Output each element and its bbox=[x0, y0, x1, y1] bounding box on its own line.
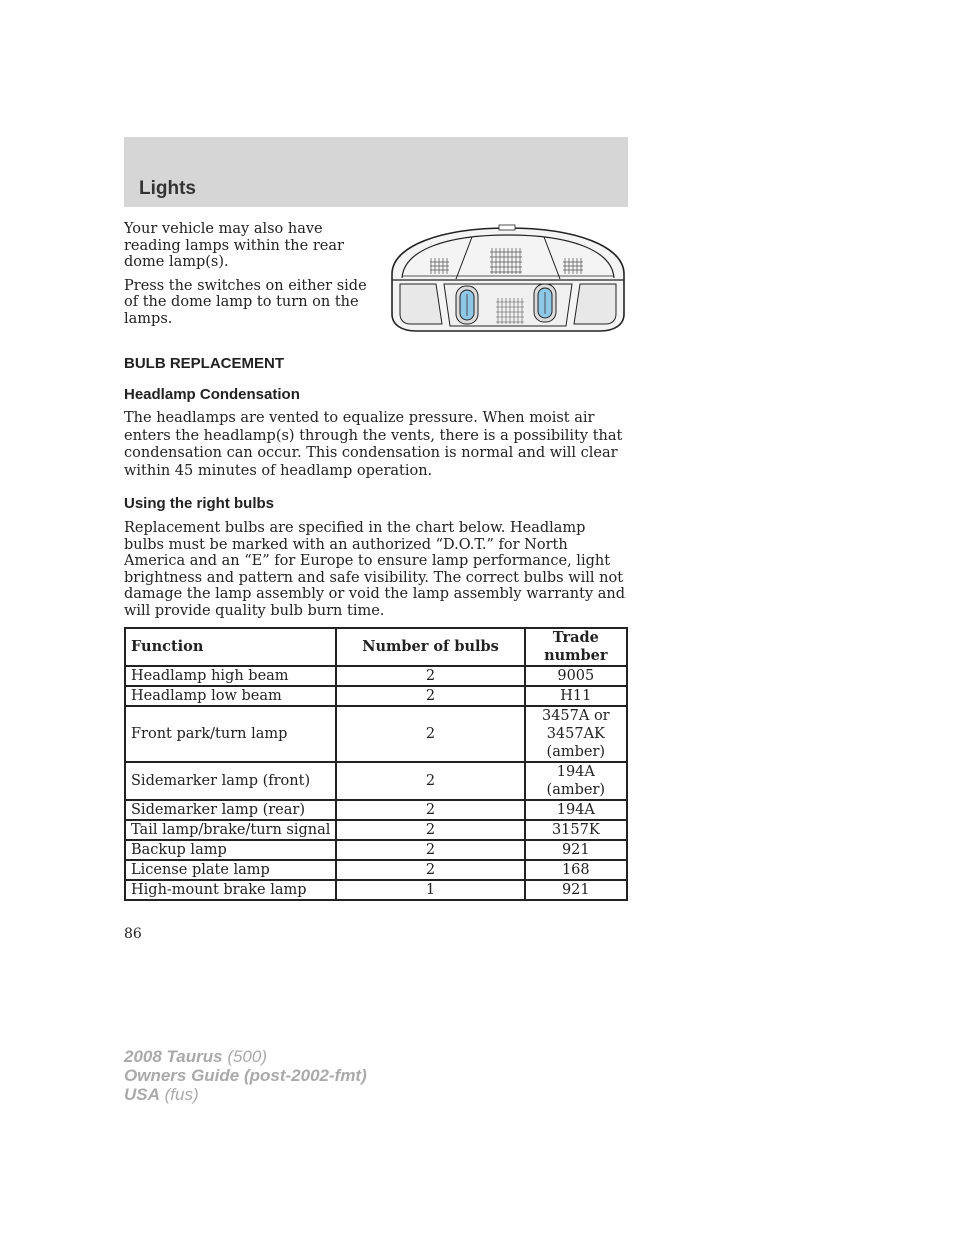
table-row bbox=[125, 820, 627, 840]
cell-number-of-bulbs: 2 bbox=[336, 762, 524, 800]
cell-trade-number: 3457A or 3457AK (amber) bbox=[525, 706, 627, 762]
cell-function: Backup lamp bbox=[125, 840, 336, 860]
column-header-trade-number: Trade number bbox=[525, 628, 627, 666]
right-reading-lamp-switch bbox=[534, 284, 556, 322]
headlamp-condensation-text: The headlamps are vented to equalize pressure. When moist air enters the headlamp(s) through the vents, there is a possibility that condensation can occur. This condensation is normal and will clear within 45 minutes of headlamp operation. bbox=[124, 410, 623, 479]
intro-text bbox=[124, 221, 380, 334]
dome-lamp-illustration bbox=[386, 224, 630, 334]
cell-trade-number: 921 bbox=[525, 840, 627, 860]
table-row bbox=[125, 880, 627, 900]
cell-trade-number: 194A bbox=[525, 800, 627, 820]
table-header-row bbox=[125, 628, 627, 666]
footer-market: USA bbox=[124, 1085, 160, 1104]
footer-model: 2008 Taurus bbox=[124, 1047, 223, 1066]
cell-number-of-bulbs: 2 bbox=[336, 820, 524, 840]
cell-trade-number: 9005 bbox=[525, 666, 627, 686]
cell-function: Sidemarker lamp (front) bbox=[125, 762, 336, 800]
cell-function: Headlamp low beam bbox=[125, 686, 336, 706]
cell-number-of-bulbs: 2 bbox=[336, 706, 524, 762]
cell-trade-number: 921 bbox=[525, 880, 627, 900]
cell-number-of-bulbs: 2 bbox=[336, 686, 524, 706]
section-title: Lights bbox=[139, 178, 196, 199]
cell-function: License plate lamp bbox=[125, 860, 336, 880]
section-header-band bbox=[124, 137, 628, 207]
using-right-bulbs-heading: Using the right bulbs bbox=[124, 495, 274, 512]
cell-number-of-bulbs: 2 bbox=[336, 840, 524, 860]
intro-paragraph-2: Press the switches on either side of the dome lamp to turn on the lamps. bbox=[124, 277, 367, 327]
left-reading-lamp-switch bbox=[456, 286, 478, 324]
document-footer bbox=[124, 1047, 367, 1104]
column-header-number-of-bulbs: Number of bulbs bbox=[336, 628, 524, 666]
table-row bbox=[125, 840, 627, 860]
intro-paragraph-1: Your vehicle may also have reading lamps within the rear dome lamp(s). bbox=[124, 221, 344, 270]
bulb-replacement-heading: BULB REPLACEMENT bbox=[124, 355, 284, 372]
column-header-function: Function bbox=[125, 628, 336, 666]
page-number: 86 bbox=[124, 926, 142, 942]
footer-market-code: (fus) bbox=[159, 1085, 199, 1104]
footer-line-1 bbox=[124, 1047, 367, 1066]
cell-function: Headlamp high beam bbox=[125, 666, 336, 686]
cell-number-of-bulbs: 2 bbox=[336, 860, 524, 880]
table-row bbox=[125, 666, 627, 686]
table-row bbox=[125, 860, 627, 880]
cell-trade-number: 3157K bbox=[525, 820, 627, 840]
bulb-specification-table bbox=[124, 627, 628, 901]
cell-number-of-bulbs: 2 bbox=[336, 666, 524, 686]
headlamp-condensation-heading: Headlamp Condensation bbox=[124, 386, 300, 403]
cell-function: Tail lamp/brake/turn signal bbox=[125, 820, 336, 840]
cell-number-of-bulbs: 1 bbox=[336, 880, 524, 900]
cell-trade-number: 194A (amber) bbox=[525, 762, 627, 800]
cell-trade-number: H11 bbox=[525, 686, 627, 706]
footer-line-3 bbox=[124, 1085, 367, 1104]
cell-trade-number: 168 bbox=[525, 860, 627, 880]
cell-function: High-mount brake lamp bbox=[125, 880, 336, 900]
footer-model-code: (500) bbox=[222, 1047, 268, 1066]
cell-function: Front park/turn lamp bbox=[125, 706, 336, 762]
table-row bbox=[125, 706, 627, 762]
table-row bbox=[125, 762, 627, 800]
using-right-bulbs-text: Replacement bulbs are specified in the chart below. Headlamp bulbs must be marked with an authorized “D.O.T.” for North America and an “E” for Europe to ensure lamp performance, light brightness and pattern and safe visibility. The correct bulbs will not damage the lamp assembly or void the lamp assembly warranty and will provide quality bulb burn time. bbox=[124, 520, 626, 619]
table-row bbox=[125, 800, 627, 820]
footer-line-2: Owners Guide (post-2002-fmt) bbox=[124, 1066, 367, 1085]
cell-number-of-bulbs: 2 bbox=[336, 800, 524, 820]
table-row bbox=[125, 686, 627, 706]
cell-function: Sidemarker lamp (rear) bbox=[125, 800, 336, 820]
